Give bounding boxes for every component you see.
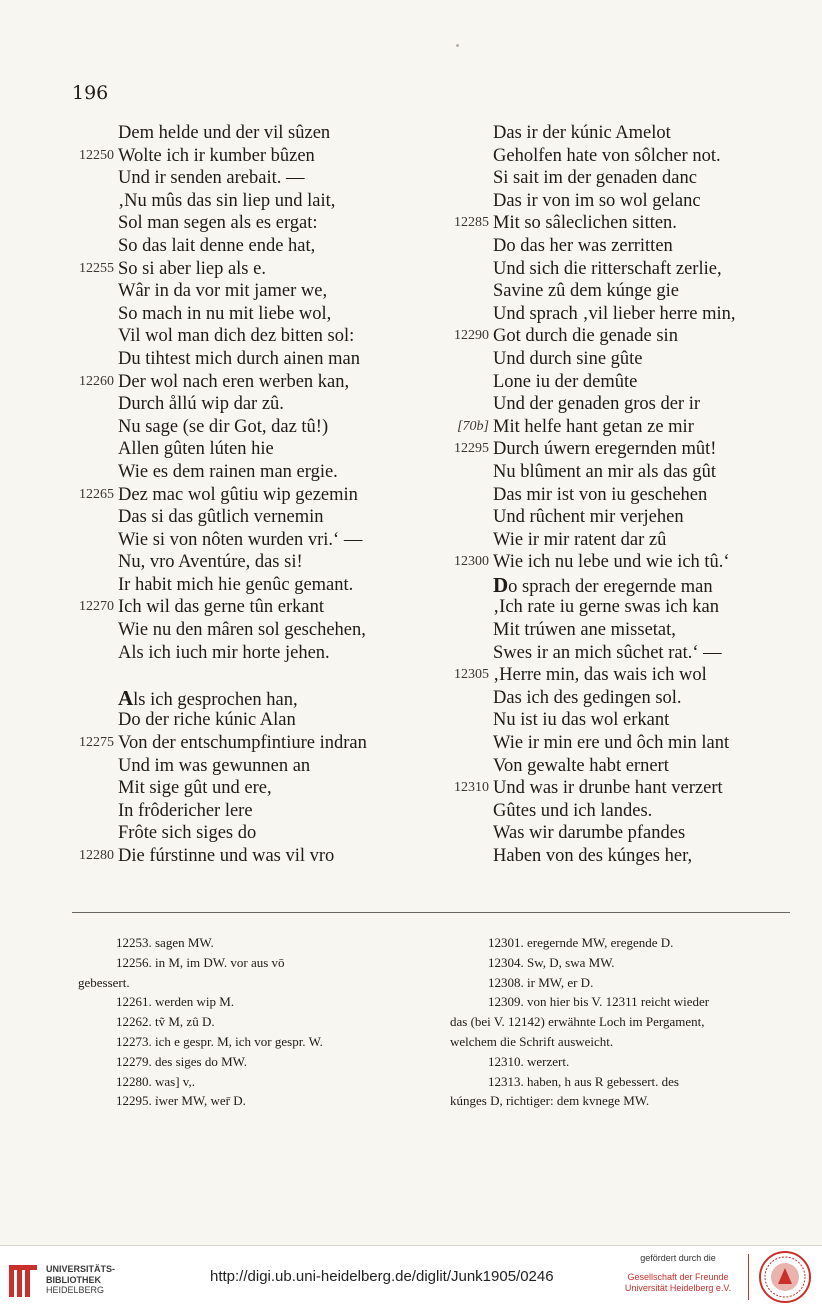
right-verse-line xyxy=(493,529,793,552)
right-verse-line xyxy=(454,438,793,461)
right-verse-line xyxy=(493,822,793,845)
left-verse-line xyxy=(118,755,428,778)
right-verse-line xyxy=(493,619,793,642)
right-verse-line xyxy=(493,258,793,281)
line-number: 12280 xyxy=(79,848,114,863)
right-verse-line xyxy=(493,235,793,258)
verse-text: Das ir von im so wol gelanc xyxy=(493,190,701,211)
footnote-line: 12273. ich e gespr. M, ich vor gespr. W. xyxy=(116,1033,323,1049)
right-verse-line xyxy=(454,325,793,348)
left-verse-line xyxy=(118,642,428,665)
verse-text: Wie si von nôten wurden vri.‘ — xyxy=(118,529,363,550)
verse-text: Gûtes und ich landes. xyxy=(493,800,653,821)
library-name-line3: HEIDELBERG xyxy=(46,1285,105,1295)
left-verse-line xyxy=(118,551,428,574)
left-verse-line xyxy=(118,167,428,190)
line-number: 12310 xyxy=(454,780,489,796)
verse-text: Und rûchent mir verjehen xyxy=(493,507,684,528)
verse-text: ‚Nu mûs das sin liep und lait, xyxy=(118,190,336,211)
verse-text: Frôte sich siges do xyxy=(118,823,257,844)
left-verse-line xyxy=(79,145,428,168)
verse-text: Allen gûten lúten hie xyxy=(118,439,274,460)
verse-text: Das mir ist von iu geschehen xyxy=(493,484,708,505)
right-verse-line xyxy=(493,190,793,213)
verse-text: Do der riche kúnic Alan xyxy=(118,710,296,731)
verse-text: Geholfen hate von sôlcher not. xyxy=(493,145,721,166)
verse-text: Und sich die ritterschaft zerlie, xyxy=(493,258,722,279)
footnote-line: 12280. was] v,. xyxy=(116,1073,195,1089)
footnote-line: 12253. sagen MW. xyxy=(116,935,214,950)
right-verse-line xyxy=(493,122,793,145)
left-verse-line xyxy=(118,574,428,597)
line-number: 12265 xyxy=(79,486,114,502)
verse-text: Mit trúwen ane missetat, xyxy=(493,620,676,641)
left-verse-line xyxy=(118,303,428,326)
footnote-line: 12313. haben, h aus R gebessert. des xyxy=(488,1073,679,1089)
verse-text: So si aber liep als e. xyxy=(118,258,266,279)
verse-column-left xyxy=(79,122,428,868)
stanza-gap xyxy=(118,664,428,687)
left-verse-line xyxy=(118,438,428,461)
footnote-line: das (bei V. 12142) erwähnte Loch im Pergament, xyxy=(450,1014,705,1030)
left-verse-line xyxy=(79,732,428,755)
verse-text: Das si das gûtlich vernemin xyxy=(118,507,324,528)
left-verse-line xyxy=(79,371,428,394)
verse-text: Got durch die genade sin xyxy=(493,326,678,347)
line-number: 12250 xyxy=(79,147,114,163)
right-verse-line xyxy=(493,845,793,868)
line-number: 12260 xyxy=(79,373,114,389)
right-verse-line xyxy=(493,800,793,823)
verse-text: Und was ir drunbe hant verzert xyxy=(493,778,723,799)
footnotes-right xyxy=(444,933,794,1111)
right-verse-line xyxy=(493,755,793,778)
footnote-line: 12279. des siges do MW. xyxy=(116,1053,247,1069)
right-verse-line xyxy=(493,642,793,665)
left-verse-line xyxy=(118,461,428,484)
footnote-line: welchem die Schrift ausweicht. xyxy=(450,1033,614,1049)
left-verse-line xyxy=(118,800,428,823)
verse-text: Von der entschumpfintiure indran xyxy=(118,733,367,754)
footnote-line: 12308. ir MW, er D. xyxy=(488,974,594,990)
footer-bar xyxy=(0,1245,822,1306)
left-verse-line xyxy=(118,506,428,529)
left-verse-line xyxy=(118,348,428,371)
footnote-divider xyxy=(72,912,790,913)
left-verse-line xyxy=(79,484,428,507)
line-number: 12275 xyxy=(79,735,114,751)
verse-text: Wie ir min ere und ôch min lant xyxy=(493,733,730,754)
sponsor-divider xyxy=(748,1254,749,1300)
verse-text: Nu sage (se dir Got, daz tû!) xyxy=(118,416,329,437)
left-verse-line xyxy=(118,393,428,416)
line-number: 12305 xyxy=(454,667,489,683)
footnote-line: gebessert. xyxy=(78,974,130,990)
left-verse-line xyxy=(118,280,428,303)
verse-text: Sol man segen als es ergat: xyxy=(118,213,318,234)
left-verse-line xyxy=(118,212,428,235)
verse-text: Savine zû dem kúnge gie xyxy=(493,281,679,302)
verse-text: Die fúrstinne und was vil vro xyxy=(118,846,335,866)
verse-text: Du tihtest mich durch ainen man xyxy=(118,348,360,369)
left-verse-line xyxy=(79,845,428,868)
line-number: 12270 xyxy=(79,599,114,615)
verse-text: Und durch sine gûte xyxy=(493,348,643,369)
verse-text: Das ir der kúnic Amelot xyxy=(493,123,671,143)
verse-text: Das ich des gedingen sol. xyxy=(493,687,682,708)
permalink-url[interactable]: http://digi.ub.uni-heidelberg.de/diglit/Junk1905/0246 xyxy=(210,1268,554,1285)
verse-text: Nu blûment an mir als das gût xyxy=(493,461,716,482)
page-number: 196 xyxy=(72,82,109,104)
line-number: 12255 xyxy=(79,260,114,276)
verse-text: Wâr in da vor mit jamer we, xyxy=(118,281,328,302)
verse-text: In frôdericher lere xyxy=(118,800,253,821)
footnote-line: 12295. ỉwer MW, wer̄ D. xyxy=(116,1093,246,1109)
sponsor-lead: gefördert durch die xyxy=(640,1253,716,1263)
verse-text: Durch ållú wip dar zû. xyxy=(118,394,284,415)
right-verse-line xyxy=(493,371,793,394)
right-verse-line xyxy=(493,393,793,416)
footnote-line: 12309. von hier bis V. 12311 reicht wieder xyxy=(488,994,710,1010)
verse-text: Si sait im der genaden danc xyxy=(493,168,697,189)
verse-text: Dem helde und der vil sûzen xyxy=(118,123,331,143)
footnote-line: 12261. werden wip M. xyxy=(116,994,235,1010)
verse-text: Als ich iuch mir horte jehen. xyxy=(118,642,330,663)
footnote-line: 12256. in M, im DW. vor aus vō xyxy=(116,954,285,970)
library-name-line1: UNIVERSITÄTS- xyxy=(46,1264,116,1274)
verse-text: Nu, vro Aventúre, das si! xyxy=(118,552,303,573)
verse-text: Haben von des kúnges her, xyxy=(493,846,693,866)
verse-text: Wie ir mir ratent dar zû xyxy=(493,529,667,550)
sponsor-line1: Gesellschaft der Freunde xyxy=(627,1272,729,1282)
verse-text: Und im was gewunnen an xyxy=(118,755,311,776)
verse-text: Und ir senden arebait. — xyxy=(118,168,305,189)
verse-text: Wie nu den mâren sol geschehen, xyxy=(118,620,366,641)
right-verse-line xyxy=(493,280,793,303)
footnote-line: 12301. eregernde MW, eregende D. xyxy=(488,935,674,950)
verse-column-right xyxy=(454,122,793,868)
right-verse-line xyxy=(493,461,793,484)
line-number: 12290 xyxy=(454,328,489,344)
right-verse-line xyxy=(493,167,793,190)
verse-text: Nu ist iu das wol erkant xyxy=(493,710,670,731)
left-verse-line xyxy=(118,235,428,258)
verse-text: Was wir darumbe pfandes xyxy=(493,823,686,844)
line-number: 12285 xyxy=(454,215,489,231)
library-name-line2: BIBLIOTHEK xyxy=(46,1274,101,1285)
verse-text: Durch úwern eregernden mût! xyxy=(493,439,717,460)
verse-text: Do das her was zerritten xyxy=(493,235,673,256)
verse-text: Ich wil das gerne tûn erkant xyxy=(118,597,324,618)
right-verse-line xyxy=(493,484,793,507)
right-verse-line xyxy=(493,348,793,371)
verse-text: Mit sige gût und ere, xyxy=(118,778,272,799)
left-verse-line xyxy=(118,529,428,552)
left-verse-line xyxy=(118,619,428,642)
folio-marker: [70b] xyxy=(457,418,489,434)
verse-text: ‚Ich rate iu gerne swas ich kan xyxy=(493,597,720,618)
decorated-initial: A xyxy=(118,685,134,710)
right-verse-line xyxy=(493,687,793,710)
verse-text: Wie es dem rainen man ergie. xyxy=(118,461,338,482)
library-logo-icon xyxy=(8,1263,38,1299)
footnotes-left xyxy=(72,933,407,1111)
right-verse-line xyxy=(457,416,793,439)
sponsor-line2: Universität Heidelberg e.V. xyxy=(624,1283,732,1293)
verse-text: Wolte ich ir kumber bûzen xyxy=(118,145,315,166)
verse-text: Mit helfe hant getan ze mir xyxy=(493,416,694,437)
right-verse-line xyxy=(493,709,793,732)
verse-text: o sprach der eregernde man xyxy=(508,576,713,597)
verse-text: Vil wol man dich dez bitten sol: xyxy=(118,326,355,347)
verse-text: Dez mac wol gûtiu wip gezemin xyxy=(118,484,358,505)
right-verse-line xyxy=(493,145,793,168)
verse-text: Und sprach ‚vil lieber herre min, xyxy=(493,303,736,324)
verse-text: Mit so sâleclichen sitten. xyxy=(493,213,677,234)
verse-text: Swes ir an mich sûchet rat.‘ — xyxy=(493,642,722,663)
right-verse-line xyxy=(454,212,793,235)
verse-text: Ir habit mich hie genûc gemant. xyxy=(118,574,354,595)
left-verse-line xyxy=(118,190,428,213)
verse-text: Lone iu der demûte xyxy=(493,371,638,392)
right-verse-line xyxy=(493,506,793,529)
left-verse-line xyxy=(118,416,428,439)
right-verse-line xyxy=(493,732,793,755)
verse-text: Von gewalte habt ernert xyxy=(493,755,669,776)
left-verse-line xyxy=(118,709,428,732)
right-verse-line xyxy=(454,777,793,800)
left-verse-line xyxy=(118,122,428,145)
verse-text: Wie ich nu lebe und wie ich tû.‘ xyxy=(493,552,730,573)
right-verse-line xyxy=(493,574,793,597)
footnote-line: 12304. Sw, D, swa MW. xyxy=(488,954,615,970)
left-verse-line xyxy=(118,777,428,800)
right-verse-line xyxy=(493,596,793,619)
left-verse-line xyxy=(79,258,428,281)
verse-text: Der wol nach eren werben kan, xyxy=(118,371,350,392)
left-verse-line xyxy=(118,687,428,710)
left-verse-line xyxy=(118,325,428,348)
verse-text: So das lait denne ende hat, xyxy=(118,235,316,256)
verse-text: ‚Herre min, das wais ich wol xyxy=(493,665,707,686)
right-verse-line xyxy=(454,664,793,687)
university-seal-icon xyxy=(758,1250,812,1304)
footnote-line: kúnges D, richtiger: dem kvnege MW. xyxy=(450,1093,650,1109)
sponsor-block xyxy=(612,1253,744,1294)
footnote-line: 12262. tṽ M, zû D. xyxy=(116,1014,215,1030)
line-number: 12300 xyxy=(454,554,489,570)
left-verse-line xyxy=(118,822,428,845)
right-verse-line xyxy=(493,303,793,326)
scan-speck xyxy=(456,44,459,47)
verse-text: ls ich gesprochen han, xyxy=(133,689,298,710)
footnote-line: 12310. werzert. xyxy=(488,1053,570,1069)
left-verse-line xyxy=(79,596,428,619)
verse-text: So mach in nu mit liebe wol, xyxy=(118,303,332,324)
line-number: 12295 xyxy=(454,441,489,457)
right-verse-line xyxy=(454,551,793,574)
library-name xyxy=(46,1264,115,1296)
decorated-initial: D xyxy=(493,572,509,597)
verse-text: Und der genaden gros der ir xyxy=(493,394,701,415)
